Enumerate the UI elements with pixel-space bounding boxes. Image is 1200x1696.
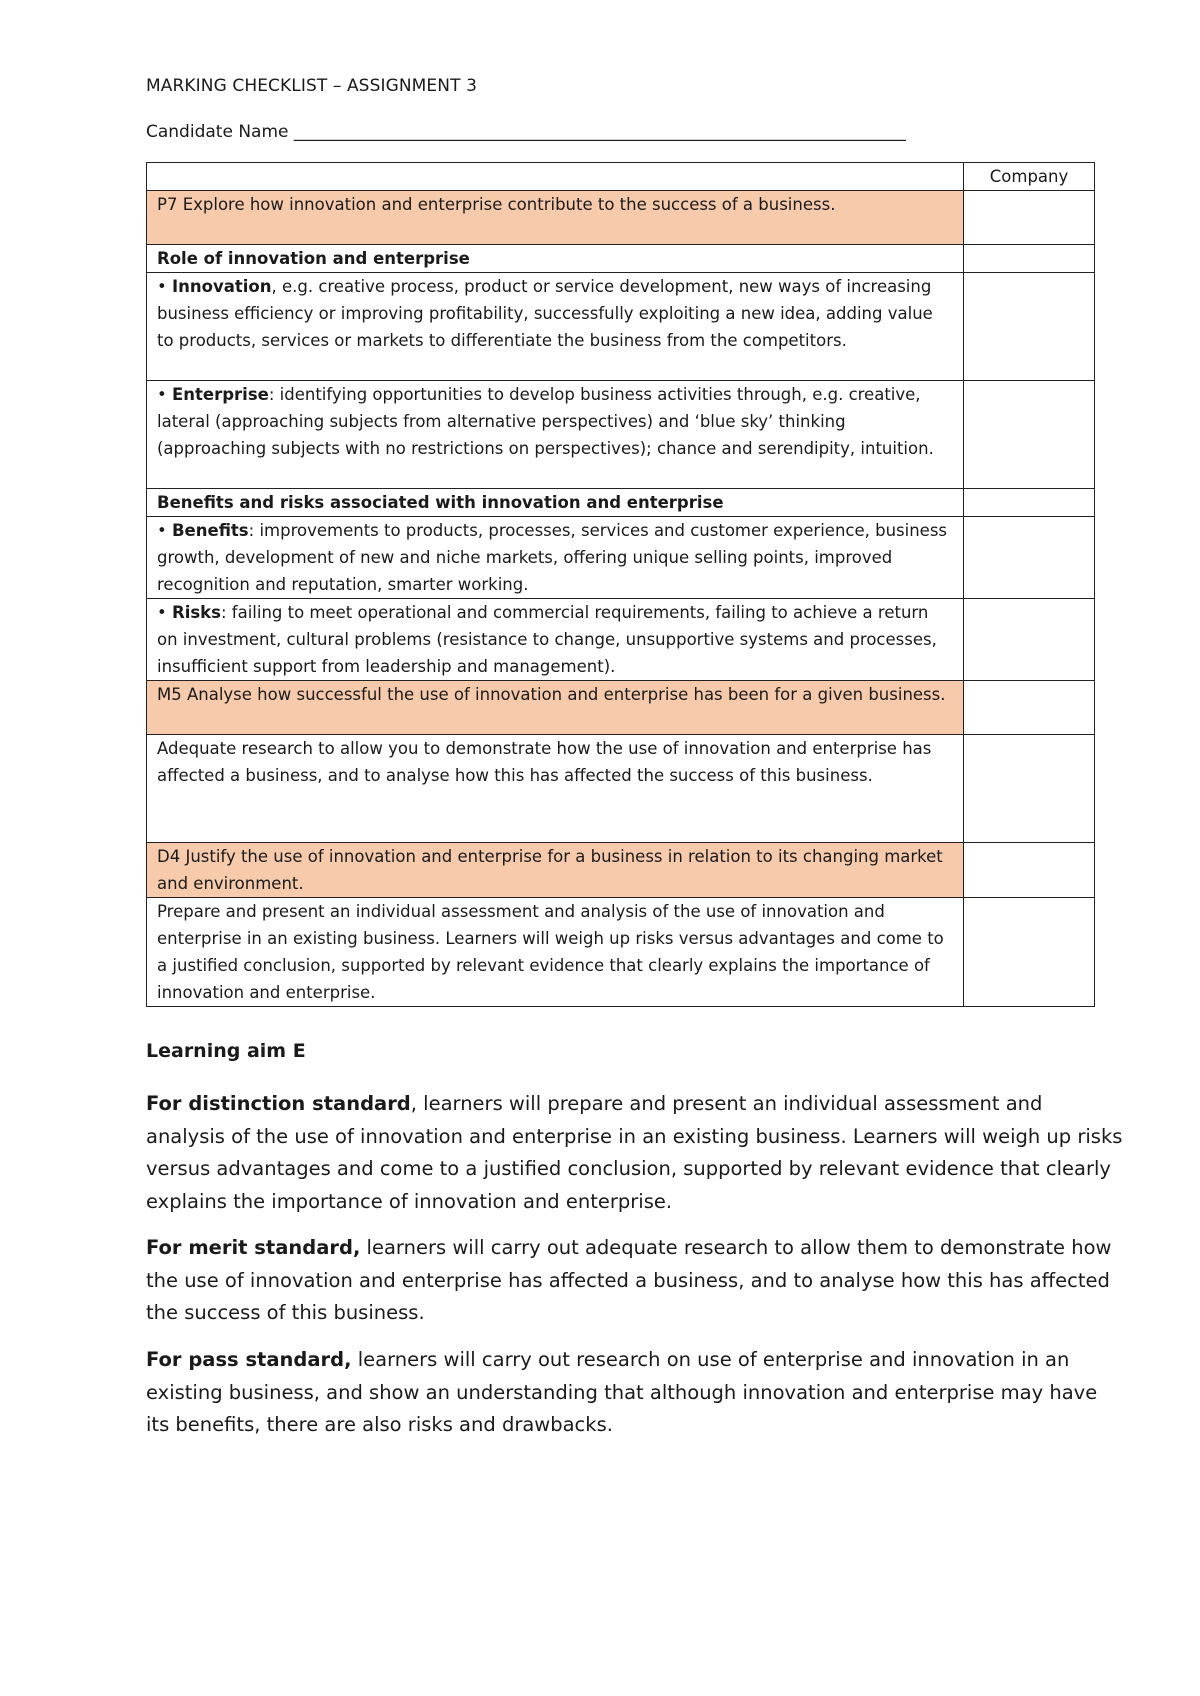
criterion-m5: M5 Analyse how successful the use of innovation and enterprise has been for a given business. <box>147 681 964 735</box>
content-row-innovation <box>147 273 1095 381</box>
header-empty-cell <box>147 163 964 191</box>
merit-text: learners will carry out adequate research to allow them to demonstrate how the use of innovation and enterprise has affected a business, and to analyse how this has affected the success of this business. <box>146 1236 1112 1324</box>
criterion-p7: P7 Explore how innovation and enterprise contribute to the success of a business. <box>147 191 964 245</box>
merit-label: For merit standard, <box>146 1236 361 1259</box>
content-row-risks <box>147 599 1095 681</box>
content-row-enterprise <box>147 381 1095 489</box>
pass-text: learners will carry out research on use of enterprise and innovation in an existing business, and show an understanding that although innovation and enterprise may have its benefits, there are also risks and drawbacks. <box>146 1348 1098 1436</box>
risks-text: : failing to meet operational and commercial requirements, failing to achieve a return on investment, cultural problems (resistance to change, unsupportive systems and processes, insufficient support from leadership and management). <box>157 603 937 676</box>
distinction-text: , learners will prepare and present an individual assessment and analysis of the use of innovation and enterprise in an existing business. Learners will weigh up risks versus advantages and come to a justified conclusion, supported by relevant evidence that clearly explains the importance of innovation and enterprise. <box>146 1092 1123 1213</box>
innovation-text: , e.g. creative process, product or service development, new ways of increasing business efficiency or improving profitability, successfully exploiting a new idea, adding value to products, services or markets to differentiate the business from the competitors. <box>157 277 933 350</box>
content-innovation <box>147 273 964 381</box>
risks-label: Risks <box>171 603 221 622</box>
criterion-d4: D4 Justify the use of innovation and enterprise for a business in relation to its changing market and environment. <box>147 843 964 898</box>
criterion-row-d4 <box>147 843 1095 898</box>
bullet: • <box>157 603 172 622</box>
innovation-label: Innovation <box>171 277 272 296</box>
company-cell-benefits-risks[interactable] <box>964 489 1095 517</box>
content-row-d4-detail <box>147 898 1095 1007</box>
company-cell-m5-detail[interactable] <box>964 735 1095 843</box>
content-row-benefits <box>147 517 1095 599</box>
benefits-label: Benefits <box>171 521 249 540</box>
candidate-name-label: Candidate Name <box>146 122 289 142</box>
company-cell-m5[interactable] <box>964 681 1095 735</box>
content-benefits <box>147 517 964 599</box>
section-heading-benefits-risks: Benefits and risks associated with innovation and enterprise <box>147 489 964 517</box>
content-d4-detail: Prepare and present an individual assessment and analysis of the use of innovation and enterprise in an existing business. Learners will weigh up risks versus advantages and come to a justified conclusion, supported by relevant evidence that clearly explains the importance of innovation and enterprise. <box>147 898 964 1007</box>
content-risks <box>147 599 964 681</box>
distinction-standard <box>146 1088 1126 1218</box>
content-m5-detail: Adequate research to allow you to demonstrate how the use of innovation and enterprise has affected a business, and to analyse how this has affected the success of this business. <box>147 735 964 843</box>
bullet: • <box>157 521 172 540</box>
enterprise-label: Enterprise <box>171 385 269 404</box>
benefits-text: : improvements to products, processes, services and customer experience, business growth, development of new and niche markets, offering unique selling points, improved recognition and reputation, smarter working. <box>157 521 948 594</box>
company-cell-d4[interactable] <box>964 843 1095 898</box>
table-header-row <box>147 163 1095 191</box>
section-row-role <box>147 245 1095 273</box>
company-cell-risks[interactable] <box>964 599 1095 681</box>
merit-standard <box>146 1232 1126 1330</box>
bullet: • <box>157 385 172 404</box>
company-cell-p7[interactable] <box>964 191 1095 245</box>
page-title: MARKING CHECKLIST – ASSIGNMENT 3 <box>146 76 477 96</box>
company-cell-benefits[interactable] <box>964 517 1095 599</box>
learning-aim-heading: Learning aim E <box>146 1040 306 1062</box>
enterprise-text: : identifying opportunities to develop business activities through, e.g. creative, lateral (approaching subjects from alternative perspectives) and ‘blue sky’ thinking (approaching subjects with no restrictions on perspectives); chance and serendipity, intuition. <box>157 385 934 458</box>
content-enterprise <box>147 381 964 489</box>
company-cell-d4-detail[interactable] <box>964 898 1095 1007</box>
company-cell-enterprise[interactable] <box>964 381 1095 489</box>
section-heading-role: Role of innovation and enterprise <box>147 245 964 273</box>
criterion-row-p7 <box>147 191 1095 245</box>
bullet: • <box>157 277 172 296</box>
pass-label: For pass standard, <box>146 1348 352 1371</box>
section-row-benefits-risks <box>147 489 1095 517</box>
distinction-label: For distinction standard <box>146 1092 411 1115</box>
company-column-header: Company <box>964 163 1095 191</box>
candidate-name-line <box>146 122 906 142</box>
company-cell-innovation[interactable] <box>964 273 1095 381</box>
company-cell-role[interactable] <box>964 245 1095 273</box>
criterion-row-m5 <box>147 681 1095 735</box>
pass-standard <box>146 1344 1126 1442</box>
candidate-name-field[interactable]: ________________________________________________________________________ <box>293 122 906 142</box>
marking-checklist-table <box>146 162 1095 1007</box>
content-row-m5-detail <box>147 735 1095 843</box>
